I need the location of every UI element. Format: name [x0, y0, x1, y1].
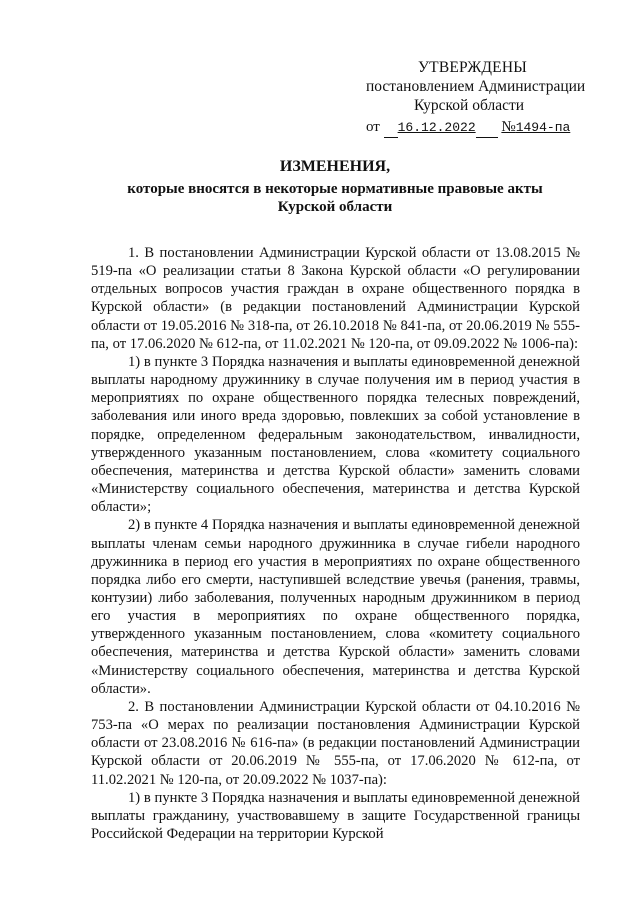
heading-subtitle: которые вносятся в некоторые нормативные правовые акты	[127, 181, 543, 197]
date-prefix: от	[366, 119, 380, 135]
paragraph: 2. В постановлении Администрации Курской области от 04.10.2016 № 753-па «О мерах по реализации постановления Администрации Курской области от 23.08.2016 № 616-па» (в редакции постановлений Администрации Курской области от 20.06.2019 № 555-па, от 17.06.2020 № 612-па, от 11.02.2021 № 120-па, от 20.09.2022 № 1037-па):	[91, 698, 580, 788]
approval-title: УТВЕРЖДЕНЫ	[418, 59, 527, 76]
number-prefix: №	[501, 119, 516, 135]
heading-title: ИЗМЕНЕНИЯ,	[279, 158, 391, 175]
paragraph: 1) в пункте 3 Порядка назначения и выплаты единовременной денежной выплаты народному дружиннику в случае получения им в период участия в мероприятиях по охране общественного порядка телесных повреждений, заболевания или иного вреда здоровью, повлекших за собой установление в порядке, определенном федеральным законодательством, инвалидности, утвержденного указанным постановлением, слова «комитету социального обеспечения, материнства и детства Курской области» заменить словами «Министерству социального обеспечения, материнства и детства Курской области»;	[91, 353, 580, 516]
date-underline-tail	[476, 118, 498, 138]
approval-date-row	[366, 118, 606, 138]
heading-region: Курской области	[277, 199, 393, 215]
approval-number: 1494-па	[515, 120, 571, 135]
approval-line-2: Курской области	[414, 97, 525, 114]
paragraph: 2) в пункте 4 Порядка назначения и выплаты единовременной денежной выплаты членам семьи народного дружинника в случае гибели народного дружинника в период его участия в мероприятиях по охране общественного порядка либо его смерти, наступившей вследствие увечья (ранения, травмы, контузии) либо заболевания, полученных народным дружинником в период его участия в мероприятиях по охране общественного порядка, утвержденного указанным постановлением, слова «комитету социального обеспечения, материнства и детства Курской области» заменить словами «Министерству социального обеспечения, материнства и детства Курской области».	[91, 517, 580, 697]
paragraph: 1. В постановлении Администрации Курской области от 13.08.2015 № 519-па «О реализации статьи 8 Закона Курской области «О регулировании отдельных вопросов участия граждан в охране общественного порядка в Курской области» (в редакции постановлений Администрации Курской области от 19.05.2016 № 318-па, от 26.10.2018 № 841-па, от 20.06.2019 № 555-па, от 17.06.2020 № 612-па, от 11.02.2021 № 120-па, от 09.09.2022 № 1006-па):	[91, 245, 580, 352]
date-underline-lead	[384, 118, 398, 138]
approval-line-1: постановлением Администрации	[366, 78, 586, 95]
approval-date: 16.12.2022	[397, 120, 476, 135]
approval-stamp	[366, 58, 606, 138]
paragraph: 1) в пункте 3 Порядка назначения и выплаты единовременной денежной выплаты гражданину, участвовавшему в защите Государственной границы Российской Федерации на территории Курской	[91, 789, 580, 842]
document-body	[91, 244, 580, 843]
